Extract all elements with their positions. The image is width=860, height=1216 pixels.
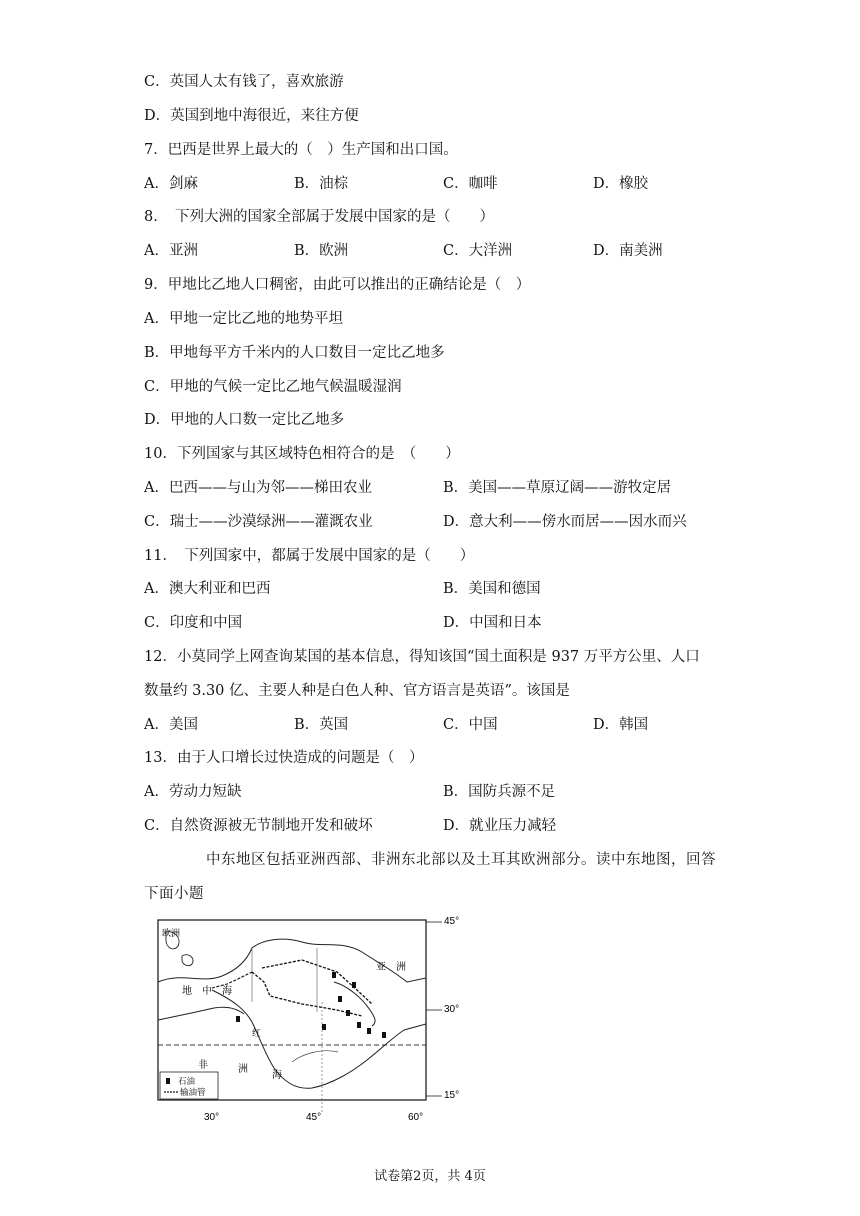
q8-option-d[interactable]: D．南美洲 [593,243,663,259]
option-d-prev: D．英国到地中海很近，来往方便 [144,108,359,124]
label-red: 红 [252,1028,262,1038]
q7-option-c[interactable]: C．咖啡 [443,176,498,192]
q9-option-d[interactable]: D．甲地的人口数一定比乙地多 [144,412,345,428]
q13-option-b[interactable]: B．国防兵源不足 [443,784,556,800]
question-12-stem: 12．小莫同学上网查询某国的基本信息，得知该国“国土面积是 937 万平方公里、人口 [144,649,700,665]
q11-option-a[interactable]: A．澳大利亚和巴西 [144,581,271,597]
q11-option-c[interactable]: C．印度和中国 [144,615,243,631]
page-footer: 试卷第2页，共 4页 [374,1169,486,1184]
lat-label-15: 15° [444,1090,460,1101]
oil-legend-icon [166,1078,170,1084]
q9-option-c[interactable]: C．甲地的气候一定比乙地气候温暖湿润 [144,379,402,395]
option-c-prev: C．英国人太有钱了，喜欢旅游 [144,74,344,90]
q10-option-b[interactable]: B．美国——草原辽阔——游牧定居 [443,480,672,496]
q13-option-d[interactable]: D．就业压力减轻 [443,818,557,834]
q10-option-d[interactable]: D．意大利——傍水而居——因水而兴 [443,514,687,530]
q8-option-a[interactable]: A．亚洲 [144,243,198,259]
middle-east-map [152,912,462,1122]
label-africa: 非 [198,1060,208,1071]
q13-option-c[interactable]: C．自然资源被无节制地开发和破坏 [144,818,373,834]
q10-option-c[interactable]: C．瑞士——沙漠绿洲——灌溉农业 [144,514,373,530]
q7-option-b[interactable]: B．油棕 [294,176,349,192]
lat-label-30: 30° [444,1004,460,1015]
q12-option-a[interactable]: A．美国 [144,717,198,733]
label-asia: 亚 洲 [376,962,406,973]
label-africa-2: 洲 [238,1064,248,1075]
map-intro-line1: 中东地区包括亚洲西部、非洲东北部以及土耳其欧洲部分。读中东地图，回答 [206,852,716,868]
label-europe: 欧洲 [162,928,181,938]
lon-label-60: 60° [408,1112,424,1122]
q11-option-d[interactable]: D．中国和日本 [443,615,542,631]
lat-label-45: 45° [444,916,460,927]
lon-label-30: 30° [204,1112,220,1122]
question-7-stem: 7．巴西是世界上最大的（ ）生产国和出口国。 [144,142,458,158]
legend-pipeline: 输油管 [180,1087,206,1097]
question-12-stem-cont: 数量约 3.30 亿、主要人种是白色人种、官方语言是英语”。该国是 [144,683,570,699]
label-mediterranean: 地 中 海 [182,986,232,997]
q13-option-a[interactable]: A．劳动力短缺 [144,784,242,800]
q12-option-b[interactable]: B．英国 [294,717,349,733]
map-intro-line2: 下面小题 [144,886,204,902]
question-13-stem: 13．由于人口增长过快造成的问题是（ ） [144,750,424,766]
q12-option-d[interactable]: D．韩国 [593,717,649,733]
legend-oil: 石油 [178,1076,196,1086]
q12-option-c[interactable]: C．中国 [443,717,498,733]
q9-option-a[interactable]: A．甲地一定比乙地的地势平坦 [144,311,343,327]
q10-option-a[interactable]: A．巴西——与山为邻——梯田农业 [144,480,372,496]
label-sea: 海 [272,1070,282,1081]
q7-option-d[interactable]: D．橡胶 [593,176,649,192]
q8-option-c[interactable]: C．大洋洲 [443,243,513,259]
question-9-stem: 9．甲地比乙地人口稠密，由此可以推出的正确结论是（ ） [144,277,531,293]
lon-label-45: 45° [306,1112,322,1122]
q8-option-b[interactable]: B．欧洲 [294,243,349,259]
q7-option-a[interactable]: A．剑麻 [144,176,198,192]
question-10-stem: 10．下列国家与其区域特色相符合的是 （ ） [144,446,460,462]
question-11-stem: 11． 下列国家中，都属于发展中国家的是（ ） [144,548,475,564]
q9-option-b[interactable]: B．甲地每平方千米内的人口数目一定比乙地多 [144,345,445,361]
q11-option-b[interactable]: B．美国和德国 [443,581,541,597]
question-8-stem: 8． 下列大洲的国家全部属于发展中国家的是（ ） [144,209,494,225]
